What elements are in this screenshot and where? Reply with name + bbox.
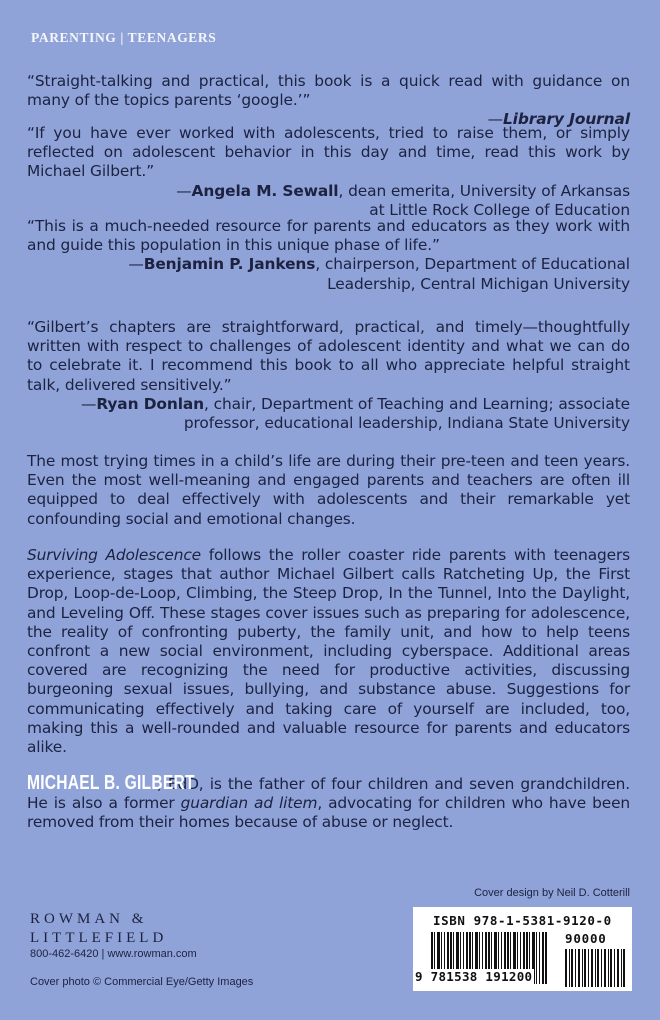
category-label: PARENTING | TEENAGERS (31, 30, 217, 45)
publisher-logo (30, 910, 167, 948)
review-attribution (27, 182, 630, 201)
isbn-barcode (413, 907, 632, 991)
attribution-dash: — (487, 110, 503, 129)
review-sewall (27, 124, 630, 220)
description-paragraph-2 (27, 546, 630, 757)
review-affiliation: , chairperson, Department of Educational (315, 255, 630, 274)
author-bio (27, 774, 630, 833)
ean-digits: 9 781538 191200 (415, 969, 533, 984)
review-source: Benjamin P. Jankens (143, 255, 316, 274)
publisher-contact: 800-462-6420 | www.rowman.com (30, 948, 197, 960)
review-donlan (27, 318, 630, 433)
description-paragraph-1: The most trying times in a child’s life are during their pre-teen and teen years. Even the most well-meaning and engaged parents and teachers are often ill equipped to deal effectively with adolescents and their remarkable yet confounding social and emotional changes. (27, 452, 630, 528)
review-affiliation-cont: at Little Rock College of Education (369, 200, 630, 219)
attribution-dash: — (176, 181, 192, 200)
publisher-line-2: LITTLEFIELD (30, 930, 168, 946)
isbn-number: ISBN 978-1-5381-9120-0 (433, 913, 612, 928)
review-quote: “Gilbert’s chapters are straightforward, practical, and timely—thoughtfully written with respect to challenges of adolescent identity and what we can do to celebrate it. I recommend this book to all who appreciate helpful straight talk, delivered sensitively.” (27, 318, 630, 394)
review-affiliation: , chair, Department of Teaching and Learning; associate (204, 394, 630, 413)
review-source: Angela M. Sewall (191, 181, 339, 200)
review-affiliation-cont: professor, educational leadership, Indiana State University (183, 414, 630, 433)
book-title: Surviving Adolescence (27, 546, 201, 564)
review-jankens (27, 217, 630, 294)
cover-photo-credit: Cover photo © Commercial Eye/Getty Images (30, 976, 254, 988)
review-attribution (27, 255, 630, 274)
price-code: 90000 (565, 931, 607, 946)
attribution-dash: — (81, 394, 97, 413)
review-quote: “Straight-talking and practical, this book is a quick read with guidance on many of the topics parents ‘google.’” (27, 72, 630, 110)
author-bio-text-cont: , advocating for children who have been removed from their homes because of abuse or neglect. (27, 794, 631, 832)
review-affiliation: , dean emerita, University of Arkansas (338, 181, 630, 200)
author-bio-text: , EdD, is the father of four children and seven grandchildren. He is also a former (27, 775, 630, 813)
review-library-journal (27, 72, 630, 130)
description-body: follows the roller coaster ride parents with teenagers experience, stages that author Michael Gilbert calls Ratcheting Up, the First Drop, Loop-de-Loop, Climbing, the Steep Drop, In the Tunnel, Into the Daylight, and Leveling Off. These stages cover issues such as preparing for adolescence, the reality of confronting puberty, the family unit, and how to help teens confront a new social environment, including cyberspace. Additional areas covered are recognizing the need for productive activities, discussing burgeoning sexual issues, bullying, and substance abuse. Suggestions for communicating effectively and taking care of yourself are included, too, making this a well-rounded and valuable resource for parents and educators alike. (27, 546, 631, 757)
review-attribution (27, 395, 630, 414)
review-source: Library Journal (502, 110, 630, 129)
review-affiliation-cont: Leadership, Central Michigan University (327, 274, 630, 293)
review-source: Ryan Donlan (96, 394, 205, 413)
attribution-dash: — (128, 255, 144, 274)
author-bio-italic: guardian ad litem (180, 794, 318, 813)
author-name: MICHAEL B. GILBERT (27, 772, 195, 794)
review-quote: “This is a much-needed resource for parents and educators as they work with and guide this population in this unique phase of life.” (27, 217, 630, 255)
cover-design-credit: Cover design by Neil D. Cotterill (474, 887, 630, 899)
addon-barcode-bars-icon (565, 949, 625, 987)
publisher-line-1: ROWMAN & (30, 911, 148, 927)
review-quote: “If you have ever worked with adolescents, tried to raise them, or simply reflected on adolescent behavior in this day and time, read this work by Michael Gilbert.” (27, 124, 630, 181)
